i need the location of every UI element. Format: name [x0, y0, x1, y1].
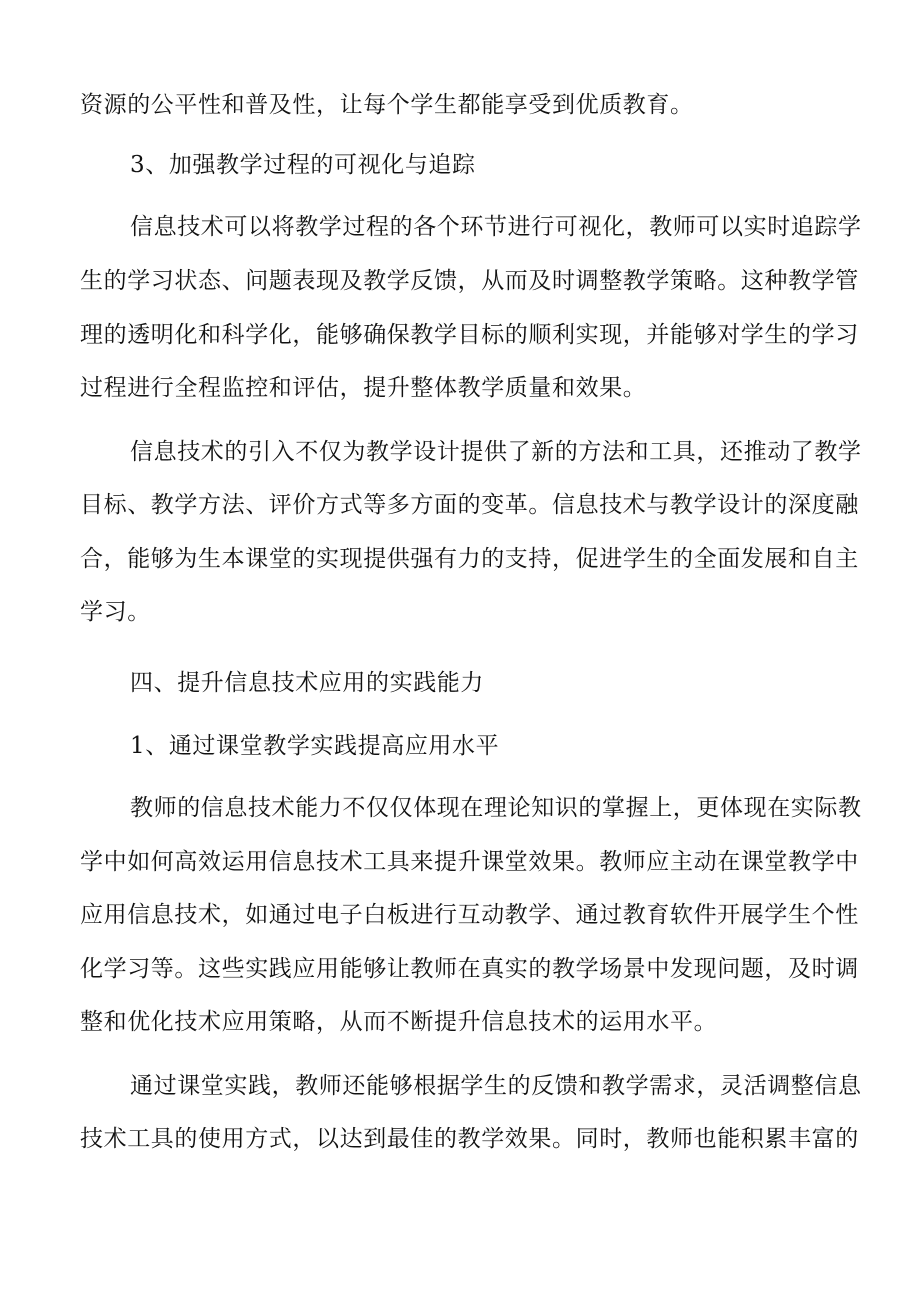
paragraph-line: 过程进行全程监控和评估，提升整体教学质量和效果。 — [80, 375, 647, 401]
paragraph-line: 化学习等。这些实践应用能够让教师在真实的教学场景中发现问题，及时调 — [80, 956, 859, 982]
paragraph-line: 教师的信息技术能力不仅仅体现在理论知识的掌握上，更体现在实际教 — [130, 795, 862, 821]
paragraph-line: 生的学习状态、问题表现及教学反馈，从而及时调整教学策略。这种教学管 — [80, 268, 859, 294]
paragraph-line: 整和优化技术应用策略，从而不断提升信息技术的运用水平。 — [80, 1009, 718, 1035]
paragraph-line: 技术工具的使用方式，以达到最佳的教学效果。同时，教师也能积累丰富的 — [80, 1126, 859, 1152]
section-heading: 四、提升信息技术应用的实践能力 — [130, 670, 484, 696]
paragraph-line: 学中如何高效运用信息技术工具来提升课堂效果。教师应主动在课堂教学中 — [80, 849, 859, 875]
subsection-heading: 3、加强教学过程的可视化与追踪 — [130, 152, 476, 178]
subsection-heading: 1、通过课堂教学实践提高应用水平 — [130, 733, 500, 759]
paragraph-line: 资源的公平性和普及性，让每个学生都能享受到优质教育。 — [80, 92, 694, 118]
paragraph-line: 通过课堂实践，教师还能够根据学生的反馈和教学需求，灵活调整信息 — [130, 1073, 862, 1099]
paragraph-line: 信息技术的引入不仅为教学设计提供了新的方法和工具，还推动了教学 — [130, 439, 862, 465]
paragraph-line: 理的透明化和科学化，能够确保教学目标的顺利实现，并能够对学生的学习 — [80, 322, 859, 348]
paragraph-line: 应用信息技术，如通过电子白板进行互动教学、通过教育软件开展学生个性 — [80, 902, 859, 928]
paragraph-line: 学习。 — [80, 599, 151, 625]
paragraph-line: 合，能够为生本课堂的实现提供强有力的支持，促进学生的全面发展和自主 — [80, 546, 859, 572]
paragraph-line: 目标、教学方法、评价方式等多方面的变革。信息技术与教学设计的深度融 — [80, 492, 859, 518]
paragraph-line: 信息技术可以将教学过程的各个环节进行可视化，教师可以实时追踪学 — [130, 214, 862, 240]
